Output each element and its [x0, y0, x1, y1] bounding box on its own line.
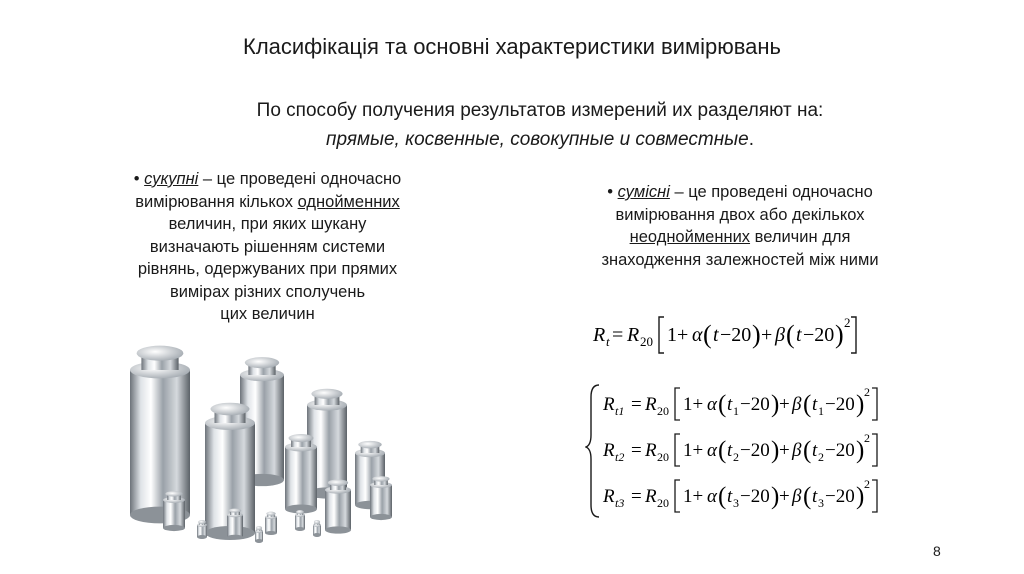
right-bracket	[872, 434, 877, 466]
bullet: •	[607, 183, 613, 201]
text-line: вимірах різних сполучень	[169, 282, 366, 301]
formula-glyph: β	[792, 394, 802, 415]
text-line: величин для	[750, 228, 851, 246]
subtitle-period: .	[748, 129, 754, 150]
term-same-name: однойменних	[297, 192, 400, 211]
formula-glyph: 3	[818, 496, 824, 510]
svg-text:): )	[835, 320, 844, 349]
page-number: 8	[933, 543, 941, 559]
term-joint: сумісні	[617, 183, 670, 201]
subtitle-line1: По способу получения результатов измерений их разделяют на:	[256, 100, 824, 121]
weight-cylinder	[313, 520, 321, 537]
formula-glyph: (	[803, 437, 812, 464]
slide-title: Класифікація та основні характеристики вимірювань	[243, 34, 781, 59]
formula-glyph: −20	[740, 440, 770, 461]
term-cumulative: сукупні	[144, 170, 199, 188]
formula-glyph: )	[856, 391, 865, 418]
formula-glyph: t3	[615, 496, 625, 510]
formula-glyph: α	[707, 486, 717, 507]
formula-glyph: +	[779, 394, 790, 415]
svg-text:=: =	[612, 324, 624, 346]
left-bracket	[675, 434, 680, 466]
formula-glyph: −20	[825, 440, 855, 461]
svg-text:t: t	[796, 324, 802, 346]
formula-glyph: t	[727, 486, 733, 507]
formula-glyph: R	[645, 486, 657, 507]
formula-glyph: R	[603, 394, 615, 415]
formula-glyph: 1	[818, 404, 824, 418]
formula-glyph: −20	[740, 486, 770, 507]
weight-cylinder	[265, 512, 277, 535]
svg-text:+: +	[761, 324, 773, 346]
formula-glyph: )	[856, 483, 865, 510]
svg-text:2: 2	[844, 315, 851, 330]
svg-text:(: (	[786, 320, 795, 349]
system-equation-3	[602, 477, 877, 512]
svg-text:R: R	[627, 324, 640, 346]
formula-glyph: t	[727, 394, 733, 415]
subtitle-line2	[190, 125, 890, 154]
formula-glyph: 2	[864, 431, 870, 445]
bullet: •	[133, 170, 140, 188]
formula-glyph: )	[771, 437, 780, 464]
text-line: – це проведені одночасно	[198, 170, 402, 188]
formula-glyph: t2	[615, 450, 625, 464]
svg-text:1+: 1+	[667, 324, 689, 346]
formula-glyph: β	[792, 486, 802, 507]
left-bracket	[675, 388, 680, 420]
text-line: знаходження залежностей між ними	[601, 250, 879, 269]
formula-glyph: β	[792, 440, 802, 461]
formula-glyph: =	[631, 486, 642, 507]
formula-glyph: R	[645, 440, 657, 461]
formula-glyph: )	[856, 437, 865, 464]
weight-cylinder	[325, 479, 351, 533]
svg-text:t: t	[713, 324, 719, 346]
text-line: цих величин	[220, 305, 315, 323]
formula-glyph: −20	[825, 486, 855, 507]
weight-cylinder	[255, 526, 263, 543]
calibration-weights-image	[115, 335, 405, 545]
left-bracket	[675, 480, 680, 512]
formula-glyph: 1+	[683, 486, 704, 507]
joint-definition	[555, 181, 925, 271]
right-bracket	[872, 388, 877, 420]
main-formula	[592, 315, 856, 353]
measurement-types: прямые, косвенные, совокупные и совместные	[326, 129, 749, 150]
formula-glyph: 2	[733, 450, 739, 464]
formula-glyph: 3	[733, 496, 739, 510]
weight-cylinder	[130, 346, 190, 524]
svg-text:20: 20	[640, 334, 653, 349]
svg-text:−20: −20	[803, 324, 835, 346]
formula-glyph: α	[707, 394, 717, 415]
svg-text:α: α	[692, 324, 703, 346]
formula-glyph: 2	[818, 450, 824, 464]
term-different-name: неоднойменних	[629, 228, 751, 246]
formula-glyph: (	[718, 437, 727, 464]
formula-glyph: (	[803, 483, 812, 510]
formula-glyph: (	[718, 391, 727, 418]
formula-glyph: 1+	[683, 440, 704, 461]
system-equation-2	[602, 431, 877, 466]
formula-glyph: −20	[825, 394, 855, 415]
system-brace	[586, 385, 599, 517]
cumulative-definition	[95, 168, 440, 326]
formula-glyph: =	[631, 440, 642, 461]
svg-text:β: β	[775, 324, 785, 346]
formula-glyph: 1+	[683, 394, 704, 415]
formula-glyph: R	[603, 486, 615, 507]
formula-glyph: )	[771, 391, 780, 418]
svg-text:−20: −20	[720, 324, 752, 346]
formula-glyph: t	[727, 440, 733, 461]
svg-text:): )	[752, 320, 761, 349]
text-line: рівнянь, одержуваних при прямих	[137, 260, 398, 278]
text-line: величин, при яких шукану	[168, 215, 367, 233]
formula-glyph: +	[779, 440, 790, 461]
formula-glyph: 2	[864, 385, 870, 399]
formula-glyph: )	[771, 483, 780, 510]
formula-glyph: t	[812, 440, 818, 461]
system-equation-1	[602, 385, 877, 420]
formula-glyph: +	[779, 486, 790, 507]
formula-glyph: (	[718, 483, 727, 510]
formula-glyph: (	[803, 391, 812, 418]
formula-glyph: R	[645, 394, 657, 415]
formula-glyph: 20	[657, 496, 669, 510]
text-line: – це проведені одночасно	[669, 183, 873, 201]
formula-glyph: 20	[657, 404, 669, 418]
formula-glyph: α	[707, 440, 717, 461]
text-line: визначають рішенням системи	[149, 237, 386, 256]
text-line: вимірювання кількох	[135, 192, 298, 211]
weight-cylinder	[285, 434, 317, 513]
formula-glyph: t	[812, 394, 818, 415]
formula-glyph: =	[631, 394, 642, 415]
formula-glyph: 1	[733, 404, 739, 418]
formulas	[585, 305, 915, 530]
formula-glyph: −20	[740, 394, 770, 415]
formula-glyph: t	[812, 486, 818, 507]
svg-text:R: R	[593, 324, 606, 346]
text-line: вимірювання двох або декількох	[615, 205, 865, 224]
svg-text:(: (	[703, 320, 712, 349]
formula-glyph: 2	[864, 477, 870, 491]
right-bracket	[872, 480, 877, 512]
subtitle	[190, 96, 890, 154]
weight-cylinder	[197, 520, 207, 539]
formula-glyph: R	[603, 440, 615, 461]
formula-glyph: 20	[657, 450, 669, 464]
svg-text:t: t	[606, 334, 610, 349]
formula-glyph: t1	[615, 404, 625, 418]
